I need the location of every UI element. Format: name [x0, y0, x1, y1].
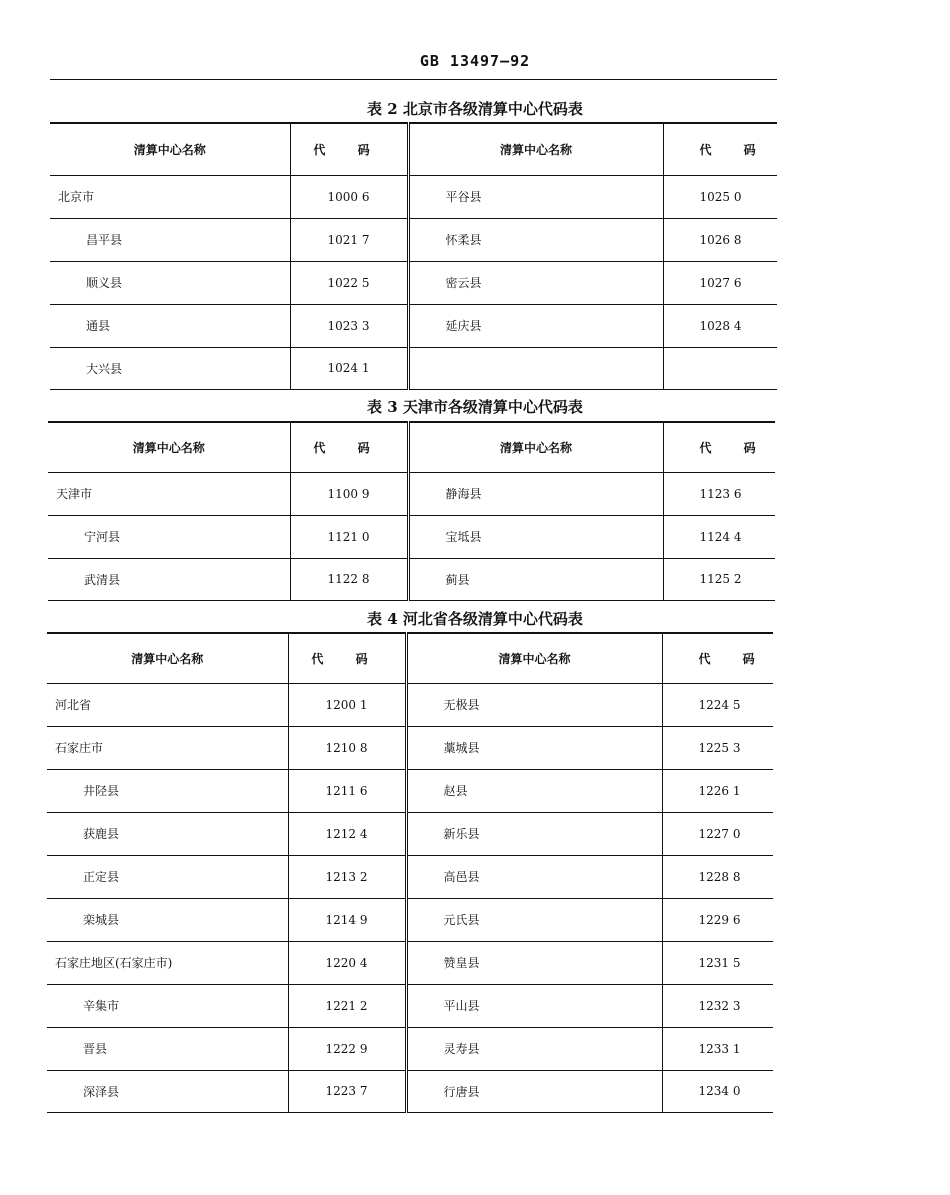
col-header-name: 清算中心名称 — [406, 633, 662, 683]
table-row — [50, 175, 777, 218]
center-code: 1222 9 — [288, 1027, 406, 1070]
center-name: 延庆县 — [408, 304, 663, 347]
center-name — [408, 347, 663, 389]
col-header-name: 清算中心名称 — [408, 422, 663, 472]
center-code: 1224 5 — [662, 683, 773, 726]
table-row — [47, 726, 773, 769]
center-code: 1122 8 — [290, 558, 408, 600]
center-code: 1227 0 — [662, 812, 773, 855]
center-name: 赞皇县 — [406, 941, 662, 984]
table-row — [47, 1027, 773, 1070]
col-header-code: 代 码 — [663, 422, 775, 472]
center-code: 1024 1 — [290, 347, 408, 389]
center-code: 1221 2 — [288, 984, 406, 1027]
table-row — [47, 855, 773, 898]
col-header-code: 代 码 — [663, 123, 777, 175]
table-3-caption: 表 3 天津市各级清算中心代码表 — [367, 398, 583, 416]
center-name: 昌平县 — [50, 218, 290, 261]
center-code: 1124 4 — [663, 515, 775, 558]
center-name: 深泽县 — [47, 1070, 288, 1112]
table-row — [47, 898, 773, 941]
center-name: 赵县 — [406, 769, 662, 812]
center-code: 1223 7 — [288, 1070, 406, 1112]
center-name: 灵寿县 — [406, 1027, 662, 1070]
table-4-caption: 表 4 河北省各级清算中心代码表 — [367, 610, 583, 628]
center-name: 石家庄地区(石家庄市) — [47, 941, 288, 984]
center-name: 北京市 — [50, 175, 290, 218]
center-code: 1210 8 — [288, 726, 406, 769]
center-name: 藁城县 — [406, 726, 662, 769]
center-name: 蓟县 — [408, 558, 663, 600]
center-name: 高邑县 — [406, 855, 662, 898]
table-row — [47, 1070, 773, 1112]
center-code: 1226 1 — [662, 769, 773, 812]
table-row — [47, 683, 773, 726]
table-row — [48, 558, 775, 600]
center-name: 怀柔县 — [408, 218, 663, 261]
table-row — [50, 304, 777, 347]
center-code: 1212 4 — [288, 812, 406, 855]
center-name: 辛集市 — [47, 984, 288, 1027]
center-code: 1225 3 — [662, 726, 773, 769]
standard-number: GB 13497—92 — [419, 52, 531, 70]
table-4 — [47, 632, 773, 1113]
col-header-name: 清算中心名称 — [133, 142, 206, 157]
col-header-code: 代 码 — [290, 422, 408, 472]
center-name: 栾城县 — [47, 898, 288, 941]
center-code: 1021 7 — [290, 218, 408, 261]
center-code: 1026 8 — [663, 218, 777, 261]
center-code: 1211 6 — [288, 769, 406, 812]
center-code: 1022 5 — [290, 261, 408, 304]
center-name: 大兴县 — [50, 347, 290, 389]
center-name: 新乐县 — [406, 812, 662, 855]
center-name: 宁河县 — [48, 515, 290, 558]
center-name: 无极县 — [406, 683, 662, 726]
col-header-name: 清算中心名称 — [408, 123, 663, 175]
table-row — [48, 515, 775, 558]
table-row — [50, 261, 777, 304]
center-code: 1231 5 — [662, 941, 773, 984]
table-header-row — [47, 633, 773, 683]
table-3 — [48, 421, 775, 601]
center-code: 1200 1 — [288, 683, 406, 726]
center-name: 井陉县 — [47, 769, 288, 812]
col-header-code: 代 码 — [288, 633, 406, 683]
center-code: 1125 2 — [663, 558, 775, 600]
header-rule — [50, 79, 777, 80]
center-name: 顺义县 — [50, 261, 290, 304]
table-row — [48, 472, 775, 515]
table-header-row — [48, 422, 775, 472]
table-row — [47, 769, 773, 812]
table-row — [47, 941, 773, 984]
center-code: 1000 6 — [290, 175, 408, 218]
table-header-row — [50, 123, 777, 175]
center-name: 行唐县 — [406, 1070, 662, 1112]
center-code: 1214 9 — [288, 898, 406, 941]
center-code: 1232 3 — [662, 984, 773, 1027]
center-name: 石家庄市 — [47, 726, 288, 769]
center-code: 1220 4 — [288, 941, 406, 984]
center-code: 1025 0 — [663, 175, 777, 218]
center-code: 1121 0 — [290, 515, 408, 558]
center-code: 1213 2 — [288, 855, 406, 898]
center-name: 密云县 — [408, 261, 663, 304]
center-name: 元氏县 — [406, 898, 662, 941]
center-code — [663, 347, 777, 389]
center-name: 晋县 — [47, 1027, 288, 1070]
center-code: 1100 9 — [290, 472, 408, 515]
center-name: 平山县 — [406, 984, 662, 1027]
table-2-caption: 表 2 北京市各级清算中心代码表 — [367, 100, 583, 118]
table-2 — [50, 122, 777, 390]
col-header-name: 清算中心名称 — [131, 651, 204, 666]
col-header-code: 代 码 — [290, 123, 408, 175]
center-name: 获鹿县 — [47, 812, 288, 855]
center-code: 1234 0 — [662, 1070, 773, 1112]
center-code: 1233 1 — [662, 1027, 773, 1070]
center-code: 1229 6 — [662, 898, 773, 941]
table-row — [47, 984, 773, 1027]
center-code: 1027 6 — [663, 261, 777, 304]
center-name: 河北省 — [47, 683, 288, 726]
center-name: 武清县 — [48, 558, 290, 600]
center-name: 通县 — [50, 304, 290, 347]
center-code: 1023 3 — [290, 304, 408, 347]
center-name: 静海县 — [408, 472, 663, 515]
col-header-name: 清算中心名称 — [132, 440, 205, 455]
table-row — [50, 347, 777, 389]
center-name: 宝坻县 — [408, 515, 663, 558]
table-row — [47, 812, 773, 855]
center-code: 1123 6 — [663, 472, 775, 515]
center-code: 1028 4 — [663, 304, 777, 347]
col-header-code: 代 码 — [662, 633, 773, 683]
center-code: 1228 8 — [662, 855, 773, 898]
center-name: 正定县 — [47, 855, 288, 898]
center-name: 平谷县 — [408, 175, 663, 218]
table-row — [50, 218, 777, 261]
center-name: 天津市 — [48, 472, 290, 515]
